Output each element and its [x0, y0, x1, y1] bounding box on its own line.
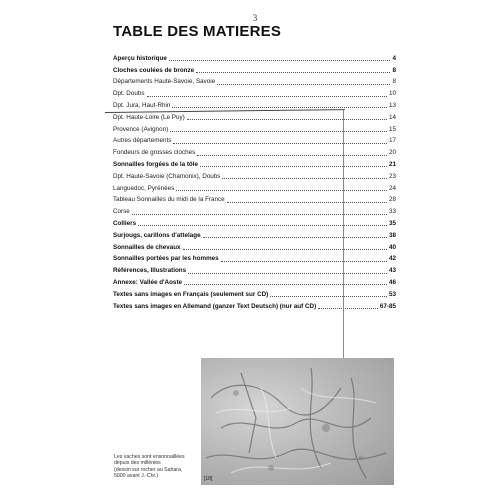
toc-entry-label: Aperçu historique	[113, 54, 167, 62]
toc-entry-label: Dpt. Haute-Savoie (Chamonix), Doubs	[113, 172, 221, 180]
toc-entry-page: 15	[388, 125, 396, 133]
toc-entry	[113, 86, 396, 98]
toc-entry	[113, 169, 396, 181]
toc-entry-label: Sonnailles forgées de la tôle	[113, 160, 199, 168]
toc-dot-leader	[187, 119, 387, 120]
toc-entry-label: Sonnailles portées par les hommes	[113, 255, 219, 263]
toc-entry	[113, 193, 396, 205]
toc-entry-page: 17	[388, 137, 396, 145]
scan-crease-vertical	[343, 110, 344, 370]
toc-entry-label: Surjougs, carillons d'attelage	[113, 231, 201, 239]
caption-line: Les vaches sont ensonnaillées	[114, 454, 185, 460]
toc-entry-label: Provence (Avignon)	[113, 125, 169, 133]
toc-entry-label: Autres départements	[113, 137, 172, 145]
toc-entry-page: 46	[388, 278, 396, 286]
toc-entry	[113, 240, 396, 252]
toc-entry-page: 14	[388, 113, 396, 121]
caption-line: 5000 avant J.-Chr.)	[114, 472, 159, 479]
toc-dot-leader	[270, 296, 387, 297]
toc-entry	[113, 263, 396, 275]
toc-entry	[113, 252, 396, 264]
toc-entry-page: 43	[388, 267, 396, 275]
toc-dot-leader	[221, 261, 387, 262]
toc-entry-label: Dpt. Haute-Loire (Le Puy)	[113, 113, 185, 121]
toc-entry-label: Languedoc, Pyrénées	[113, 184, 175, 192]
toc-dot-leader	[227, 202, 387, 203]
toc-dot-leader	[138, 225, 387, 226]
toc-entry	[113, 75, 396, 87]
toc-entry-label: Textes sans images en Français (seulement sur CD)	[113, 290, 269, 298]
toc-dot-leader	[169, 60, 391, 61]
toc-entry	[113, 51, 396, 63]
toc-entry-page: 21	[388, 160, 396, 168]
toc-dot-leader	[173, 143, 387, 144]
figure-code: [18]	[204, 476, 213, 482]
toc-entry-label: Fondeurs de grosses cloches	[113, 149, 196, 157]
toc-entry	[113, 275, 396, 287]
toc-dot-leader	[176, 190, 387, 191]
toc-dot-leader	[183, 249, 387, 250]
toc-entry-page: 40	[388, 243, 396, 251]
toc-entry-page: 13	[388, 101, 396, 109]
toc-entry-label: Dpt. Doubs	[113, 90, 145, 98]
toc-dot-leader	[172, 107, 387, 108]
toc-entry	[113, 157, 396, 169]
toc-entry-page: 20	[388, 149, 396, 157]
toc-dot-leader	[132, 214, 387, 215]
toc-dot-leader	[197, 155, 387, 156]
toc-dot-leader	[318, 308, 378, 309]
toc-entry-page: 23	[388, 172, 396, 180]
toc-entry-page: 24	[388, 184, 396, 192]
toc-entry	[113, 228, 396, 240]
toc-entry-page: 53	[388, 290, 396, 298]
toc-dot-leader	[188, 273, 387, 274]
rock-drawing-photo	[201, 358, 394, 485]
toc-entry	[113, 145, 396, 157]
toc-dot-leader	[196, 72, 390, 73]
toc-entry-page: 35	[388, 219, 396, 227]
page-number: 3	[252, 13, 258, 23]
toc-entry-label: Tableau Sonnailles du midi de la France	[113, 196, 225, 204]
toc-dot-leader	[184, 284, 387, 285]
toc-entry	[113, 122, 396, 134]
toc-entry	[113, 63, 396, 75]
toc-entry-label: Dpt. Jura, Haut-Rhin	[113, 101, 171, 109]
toc-dot-leader	[147, 96, 387, 97]
caption-line: depuis des millénies	[114, 460, 161, 467]
toc-entry-label: Départements Haute-Savoie, Savoie	[113, 78, 216, 86]
toc-entry-page: 42	[388, 255, 396, 263]
toc-entry-label: Références, Illustrations	[113, 267, 187, 275]
toc-entry-page: 8	[392, 78, 396, 86]
figure-caption	[114, 454, 204, 479]
toc-dot-leader	[217, 84, 390, 85]
toc-entry-page: 38	[388, 231, 396, 239]
toc-entry-page: 10	[388, 90, 396, 98]
toc-entry	[113, 216, 396, 228]
toc-entry-label: Textes sans images en Allemand (ganzer Text Deutsch) (nur auf CD)	[113, 302, 317, 310]
toc-entry-page: 33	[388, 208, 396, 216]
toc-entry-label: Colliers	[113, 219, 137, 227]
toc-entry-page: 8	[392, 66, 396, 74]
toc-entry	[113, 134, 396, 146]
page-title: TABLE DES MATIERES	[113, 23, 282, 40]
toc-entry	[113, 204, 396, 216]
toc-entry-label: Annexe: Vallée d'Aoste	[113, 278, 183, 286]
toc-entry	[113, 98, 396, 110]
toc-entry	[113, 299, 396, 311]
toc-entry-label: Corse	[113, 208, 130, 216]
toc-entry	[113, 287, 396, 299]
toc-dot-leader	[222, 178, 387, 179]
toc-dot-leader	[203, 237, 387, 238]
toc-dot-leader	[170, 131, 387, 132]
table-of-contents	[113, 51, 396, 311]
toc-entry-label: Cloches coulées de bronze	[113, 66, 195, 74]
toc-dot-leader	[200, 166, 387, 167]
toc-entry	[113, 181, 396, 193]
caption-line: (dessin sur rocher au Sahara,	[114, 466, 183, 473]
toc-entry-page: 67-85	[379, 302, 396, 310]
toc-entry-label: Sonnailles de chevaux	[113, 243, 181, 251]
toc-entry-page: 4	[392, 54, 396, 62]
rock-texture-illustration	[201, 358, 394, 485]
toc-entry-page: 28	[388, 196, 396, 204]
